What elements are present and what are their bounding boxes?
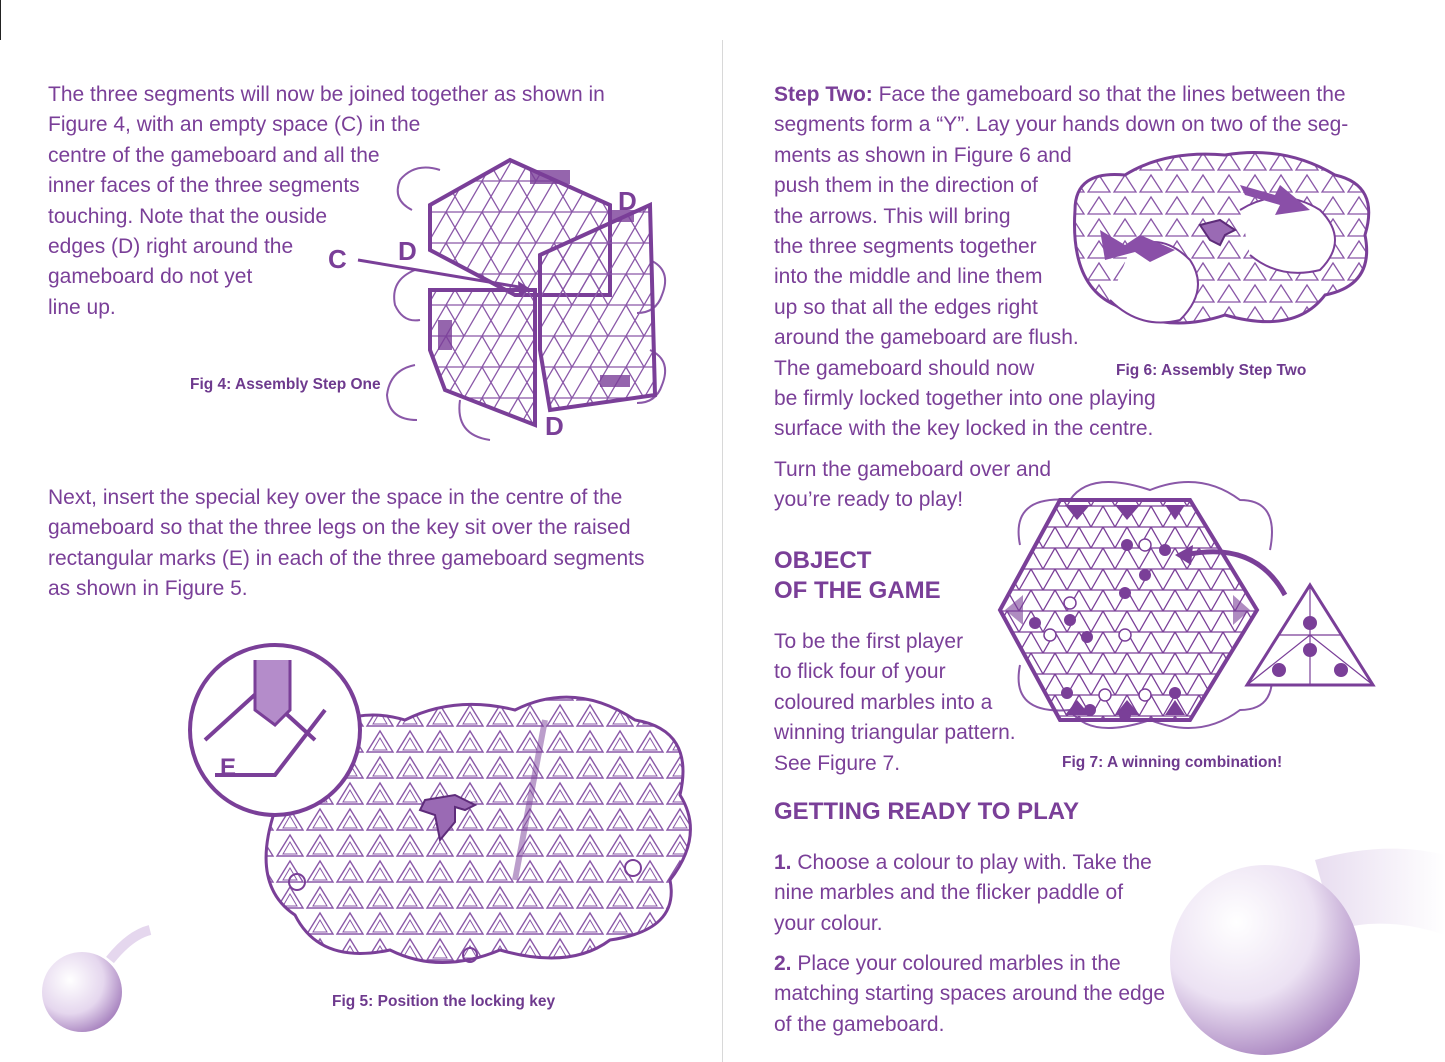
text-line: edges (D) right around the <box>48 235 294 259</box>
text-line: the three segments together <box>774 235 1037 259</box>
segment-left <box>430 290 535 425</box>
figure-4-hex-board <box>320 150 680 450</box>
text-line <box>774 80 1348 110</box>
text-line: The gameboard should now <box>774 356 1035 380</box>
text-line: To be the first player <box>774 630 964 653</box>
step-two-label: Step Two: <box>774 83 873 106</box>
page-fold <box>722 40 723 1062</box>
text-line: surface with the key locked in the centre. <box>774 417 1154 441</box>
fig7-caption: Fig 7: A winning combination! <box>1062 754 1283 771</box>
text-line: of the gameboard. <box>774 1012 945 1036</box>
object-text <box>774 627 1016 779</box>
step-1-number: 1. <box>774 851 792 874</box>
text-line: touching. Note that the ouside <box>48 204 328 228</box>
decorative-marble-right <box>1165 840 1445 1062</box>
text-line: to flick four of your <box>774 660 946 684</box>
text-line: be firmly locked together into one playing <box>774 387 1156 411</box>
text-line: matching starting spaces around the edge <box>774 982 1166 1006</box>
text-line: See Figure 7. <box>774 751 901 775</box>
text-segment: Choose a colour to play with. Take the <box>791 851 1152 874</box>
text-line: segments form a “Y”. Lay your hands down on two of the seg- <box>774 113 1349 137</box>
step-2-number: 2. <box>774 952 792 975</box>
text-line: you’re ready to play! <box>774 488 964 512</box>
text-line: nine marbles and the flicker paddle of <box>774 881 1124 905</box>
text-line: push them in the direction of <box>774 174 1038 198</box>
text-line: around the gameboard are flush. <box>774 326 1079 350</box>
text-line: ments as shown in Figure 6 and <box>774 143 1072 167</box>
text-line: gameboard so that the three legs on the key sit over the raised <box>48 516 631 540</box>
scan-edge <box>0 0 1 40</box>
text-line: up so that all the edges right <box>774 295 1038 319</box>
text-line: the arrows. This will bring <box>774 204 1011 228</box>
text-line: Figure 4, with an empty space (C) in the <box>48 113 421 137</box>
figure-6-hands-pushing <box>1060 150 1380 350</box>
fig4-caption: Fig 4: Assembly Step One <box>190 376 381 393</box>
text-line: line up. <box>48 295 116 319</box>
fig6-caption: Fig 6: Assembly Step Two <box>1116 362 1307 379</box>
label-c: C <box>328 244 347 274</box>
text-line: into the middle and line them <box>774 265 1043 289</box>
label-d-left: D <box>398 236 417 266</box>
fig5-caption: Fig 5: Position the locking key <box>332 993 556 1010</box>
text-line: inner faces of the three segments <box>48 174 360 198</box>
hex-board <box>1000 500 1257 720</box>
text-segment: Face the gameboard so that the lines between the <box>872 83 1346 106</box>
label-d-top: D <box>618 186 637 216</box>
figure-7-winning-board <box>995 485 1385 745</box>
object-heading <box>774 546 941 606</box>
text-line <box>774 949 1165 979</box>
text-line: The three segments will now be joined together as shown in <box>48 83 605 106</box>
getting-ready-heading: GETTING READY TO PLAY <box>774 798 1079 825</box>
text-line: gameboard do not yet <box>48 265 253 289</box>
text-line: coloured marbles into a <box>774 690 993 714</box>
text-line: winning triangular pattern. <box>774 721 1016 745</box>
text-line: your colour. <box>774 911 883 935</box>
text-line: centre of the gameboard and all the <box>48 143 380 167</box>
key-paragraph <box>48 483 644 605</box>
step-1-paragraph <box>774 848 1152 939</box>
heading-line: OF THE GAME <box>774 577 941 604</box>
label-d-bottom: D <box>545 411 564 441</box>
decorative-marble-left <box>40 940 140 1040</box>
figure-5-board-with-key <box>185 650 715 990</box>
step-2-paragraph <box>774 949 1165 1040</box>
text-line: Next, insert the special key over the space in the centre of the <box>48 486 623 509</box>
text-line: as shown in Figure 5. <box>48 577 248 601</box>
label-e: E <box>220 754 237 781</box>
text-line: Turn the gameboard over and <box>774 458 1052 481</box>
text-line <box>774 848 1152 878</box>
text-segment: Place your coloured marbles in the <box>791 952 1121 975</box>
text-line: rectangular marks (E) in each of the three gameboard segments <box>48 546 645 570</box>
heading-line: OBJECT <box>774 547 872 574</box>
